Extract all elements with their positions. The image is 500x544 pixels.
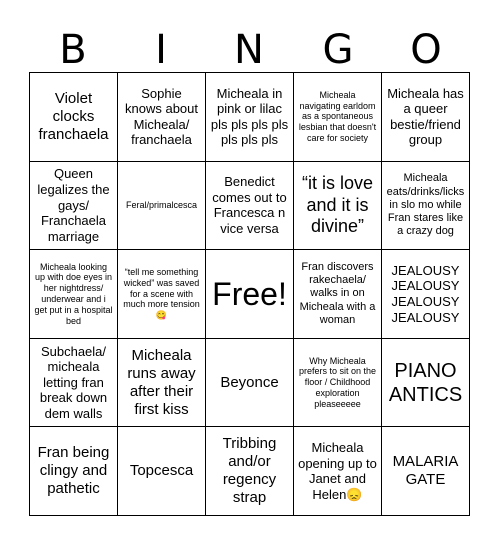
bingo-cell[interactable]: MALARIA GATE xyxy=(382,427,470,516)
bingo-cell[interactable]: Violet clocks franchaela xyxy=(30,73,118,162)
bingo-cell[interactable]: Micheala eats/drinks/licks in slo mo while Fran stares like a crazy dog xyxy=(382,162,470,251)
bingo-cell[interactable]: Micheala runs away after their first kiss xyxy=(118,339,206,428)
header-letter-g: G xyxy=(322,27,354,73)
bingo-cell[interactable]: Micheala looking up with doe eyes in her nightdress/ underwear and i get put in a hospital bed xyxy=(30,250,118,339)
bingo-cell[interactable]: Subchaela/ micheala letting fran break down dem walls xyxy=(30,339,118,428)
bingo-cell[interactable]: Tribbing and/or regency strap xyxy=(206,427,294,516)
header-letter-n: N xyxy=(234,27,264,73)
bingo-cell[interactable]: Fran discovers rakechaela/ walks in on Micheala with a woman xyxy=(294,250,382,339)
bingo-cell[interactable]: Topcesca xyxy=(118,427,206,516)
header-letter-o: O xyxy=(410,27,442,73)
bingo-cell[interactable]: Micheala in pink or lilac pls pls pls pls pls pls pls xyxy=(206,73,294,162)
bingo-cell[interactable]: Micheala navigating earldom as a spontaneous lesbian that doesn't care for society xyxy=(294,73,382,162)
bingo-cell[interactable]: “it is love and it is divine” xyxy=(294,162,382,251)
bingo-cell[interactable]: Beyonce xyxy=(206,339,294,428)
bingo-cell[interactable]: Benedict comes out to Francesca n vice versa xyxy=(206,162,294,251)
free-space-cell[interactable]: Free! xyxy=(206,250,294,339)
bingo-header xyxy=(29,28,470,72)
header-letter-b: B xyxy=(59,27,87,73)
bingo-cell[interactable]: Fran being clingy and pathetic xyxy=(30,427,118,516)
bingo-cell[interactable]: JEALOUSY JEALOUSY JEALOUSY JEALOUSY xyxy=(382,250,470,339)
bingo-grid xyxy=(29,72,470,516)
bingo-cell[interactable]: Why Micheala prefers to sit on the floor / Childhood exploration pleaseeeee xyxy=(294,339,382,428)
header-letter-i: I xyxy=(155,27,167,73)
bingo-cell[interactable]: Sophie knows about Micheala/ franchaela xyxy=(118,73,206,162)
bingo-cell[interactable]: PIANO ANTICS xyxy=(382,339,470,428)
bingo-cell[interactable]: Micheala opening up to Janet and Helen😞 xyxy=(294,427,382,516)
bingo-cell[interactable]: “tell me something wicked” was saved for a scene with much more tension😋 xyxy=(118,250,206,339)
bingo-cell[interactable]: Feral/primalcesca xyxy=(118,162,206,251)
bingo-cell[interactable]: Queen legalizes the gays/ Franchaela marriage xyxy=(30,162,118,251)
bingo-cell[interactable]: Micheala has a queer bestie/friend group xyxy=(382,73,470,162)
